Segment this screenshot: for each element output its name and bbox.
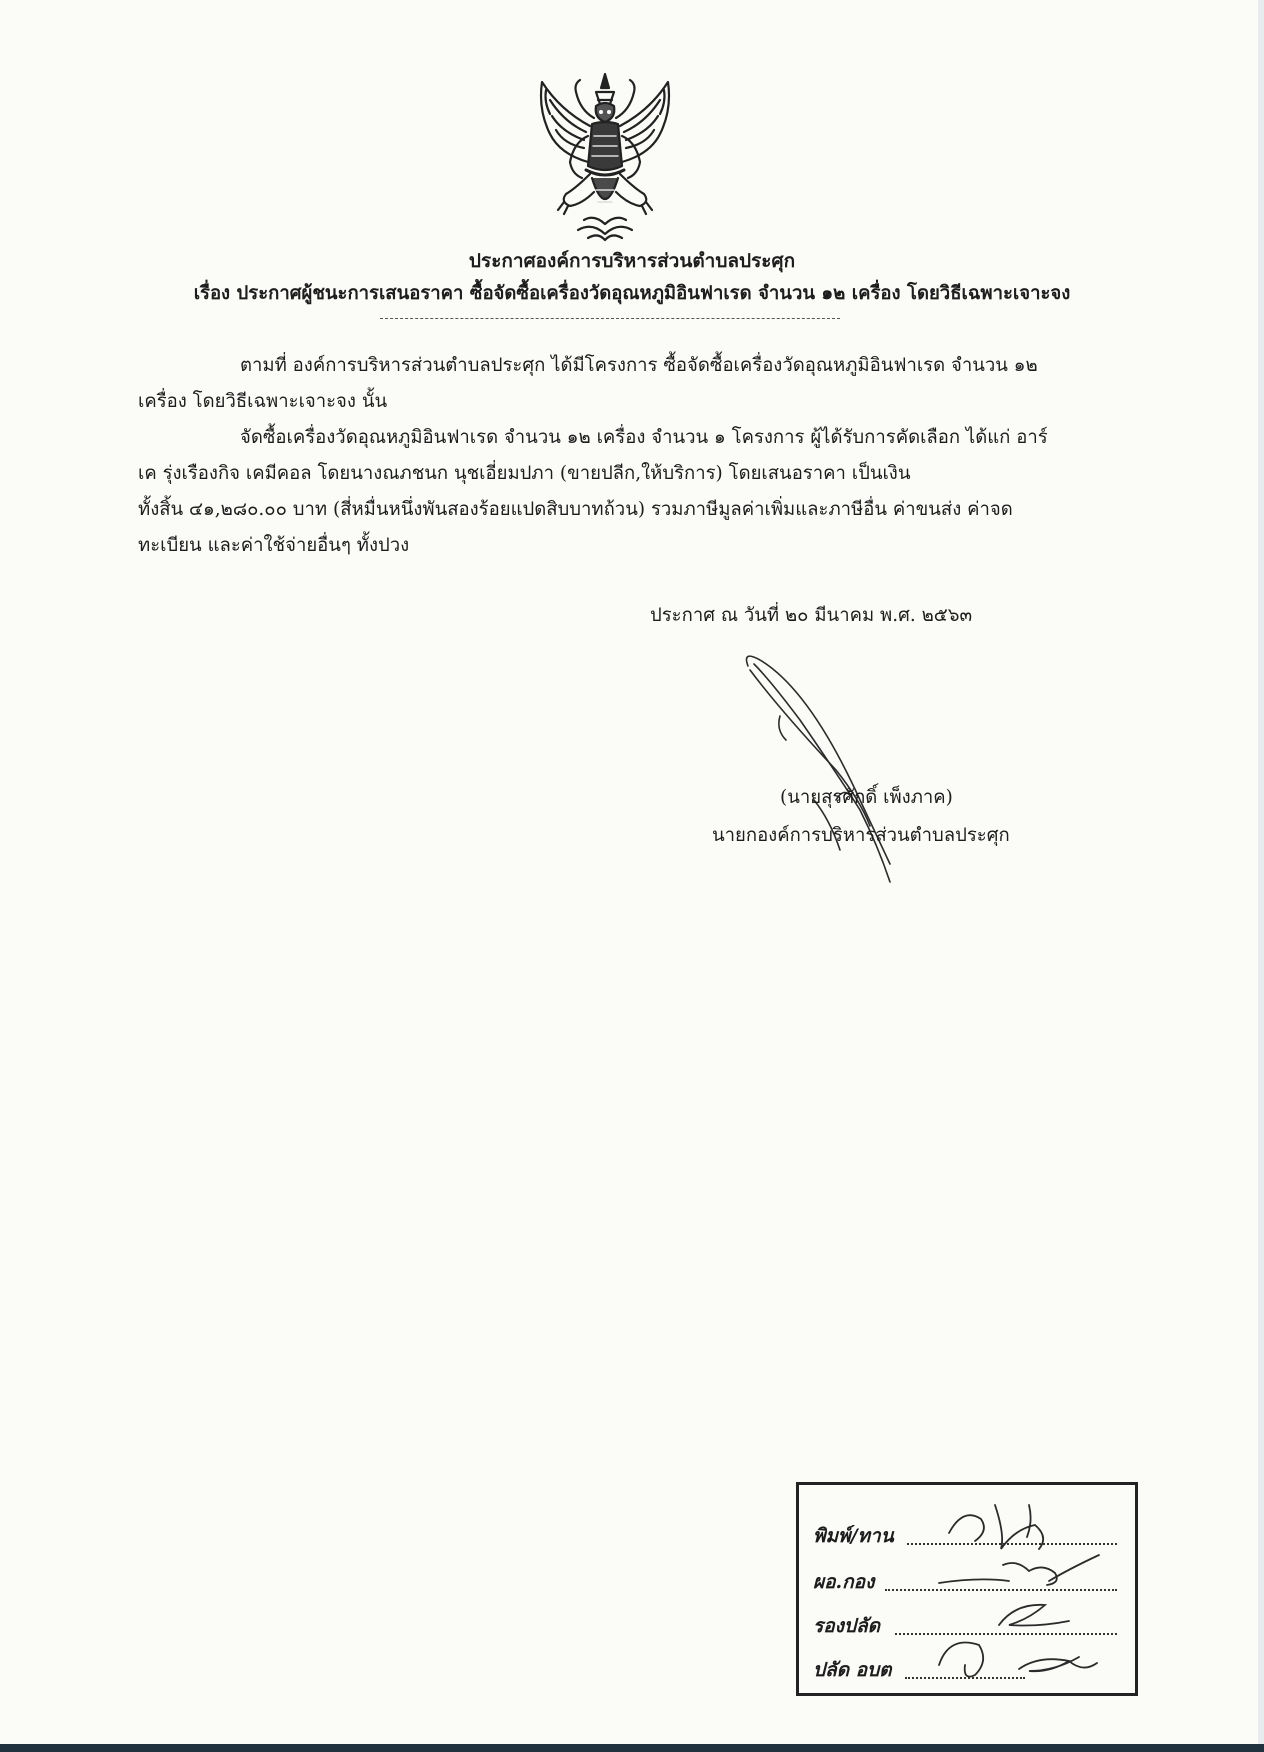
announce-date: ประกาศ ณ วันที่ ๒๐ มีนาคม พ.ศ. ๒๕๖๓: [650, 605, 973, 626]
stamp-initials: [919, 1485, 1139, 1695]
signer-name: (นายสุรศักดิ์ เพ็งภาค): [780, 787, 953, 808]
paragraph-1-line-1: ตามที่ องค์การบริหารส่วนตำบลประศุก ได้มีโครงการ ซื้อจัดซื้อเครื่องวัดอุณหภูมิอินฟาเรด จำนวน ๑๒: [240, 355, 1038, 376]
document-subject: เรื่อง ประกาศผู้ชนะการเสนอราคา ซื้อจัดซื้อเครื่องวัดอุณหภูมิอินฟาเรด จำนวน ๑๒ เครื่อง โดยวิธีเฉพาะเจาะจง: [193, 283, 1071, 304]
paragraph-2-line-2: เค รุ่งเรืองกิจ เคมีคอล โดยนางณภชนก นุชเอี่ยมปภา (ขายปลีก,ให้บริการ) โดยเสนอราคา เป็นเงิน: [138, 463, 911, 484]
paragraph-2-line-1: จัดซื้อเครื่องวัดอุณหภูมิอินฟาเรด จำนวน ๑๒ เครื่อง จำนวน ๑ โครงการ ผู้ได้รับการคัดเลือก ได้แก่ อาร์: [240, 427, 1048, 448]
stamp-row-1: พิมพ์/ทาน: [813, 1525, 894, 1547]
garuda-emblem-icon: [530, 70, 680, 242]
paragraph-2-line-3: ทั้งสิ้น ๔๑,๒๘๐.๐๐ บาท (สี่หมื่นหนึ่งพันสองร้อยแปดสิบบาทถ้วน) รวมภาษีมูลค่าเพิ่มและภาษีอื่น ค่าขนส่ง ค่าจด: [138, 499, 1013, 520]
document-title: ประกาศองค์การบริหารส่วนตำบลประศุก: [468, 250, 796, 272]
stamp-row-2: ผอ.กอง: [813, 1571, 875, 1593]
scan-edge-bottom: [0, 1744, 1264, 1752]
paragraph-2-line-4: ทะเบียน และค่าใช้จ่ายอื่นๆ ทั้งปวง: [138, 535, 410, 556]
title-divider: [380, 318, 840, 319]
paragraph-1-line-2: เครื่อง โดยวิธีเฉพาะเจาะจง นั้น: [138, 391, 388, 412]
signer-position: นายกองค์การบริหารส่วนตำบลประศุก: [712, 825, 1010, 846]
approval-stamp: [796, 1482, 1138, 1696]
stamp-row-3: รองปลัด: [813, 1615, 880, 1637]
stamp-row-4: ปลัด อบต: [813, 1659, 892, 1681]
handwritten-signature: [740, 650, 930, 890]
